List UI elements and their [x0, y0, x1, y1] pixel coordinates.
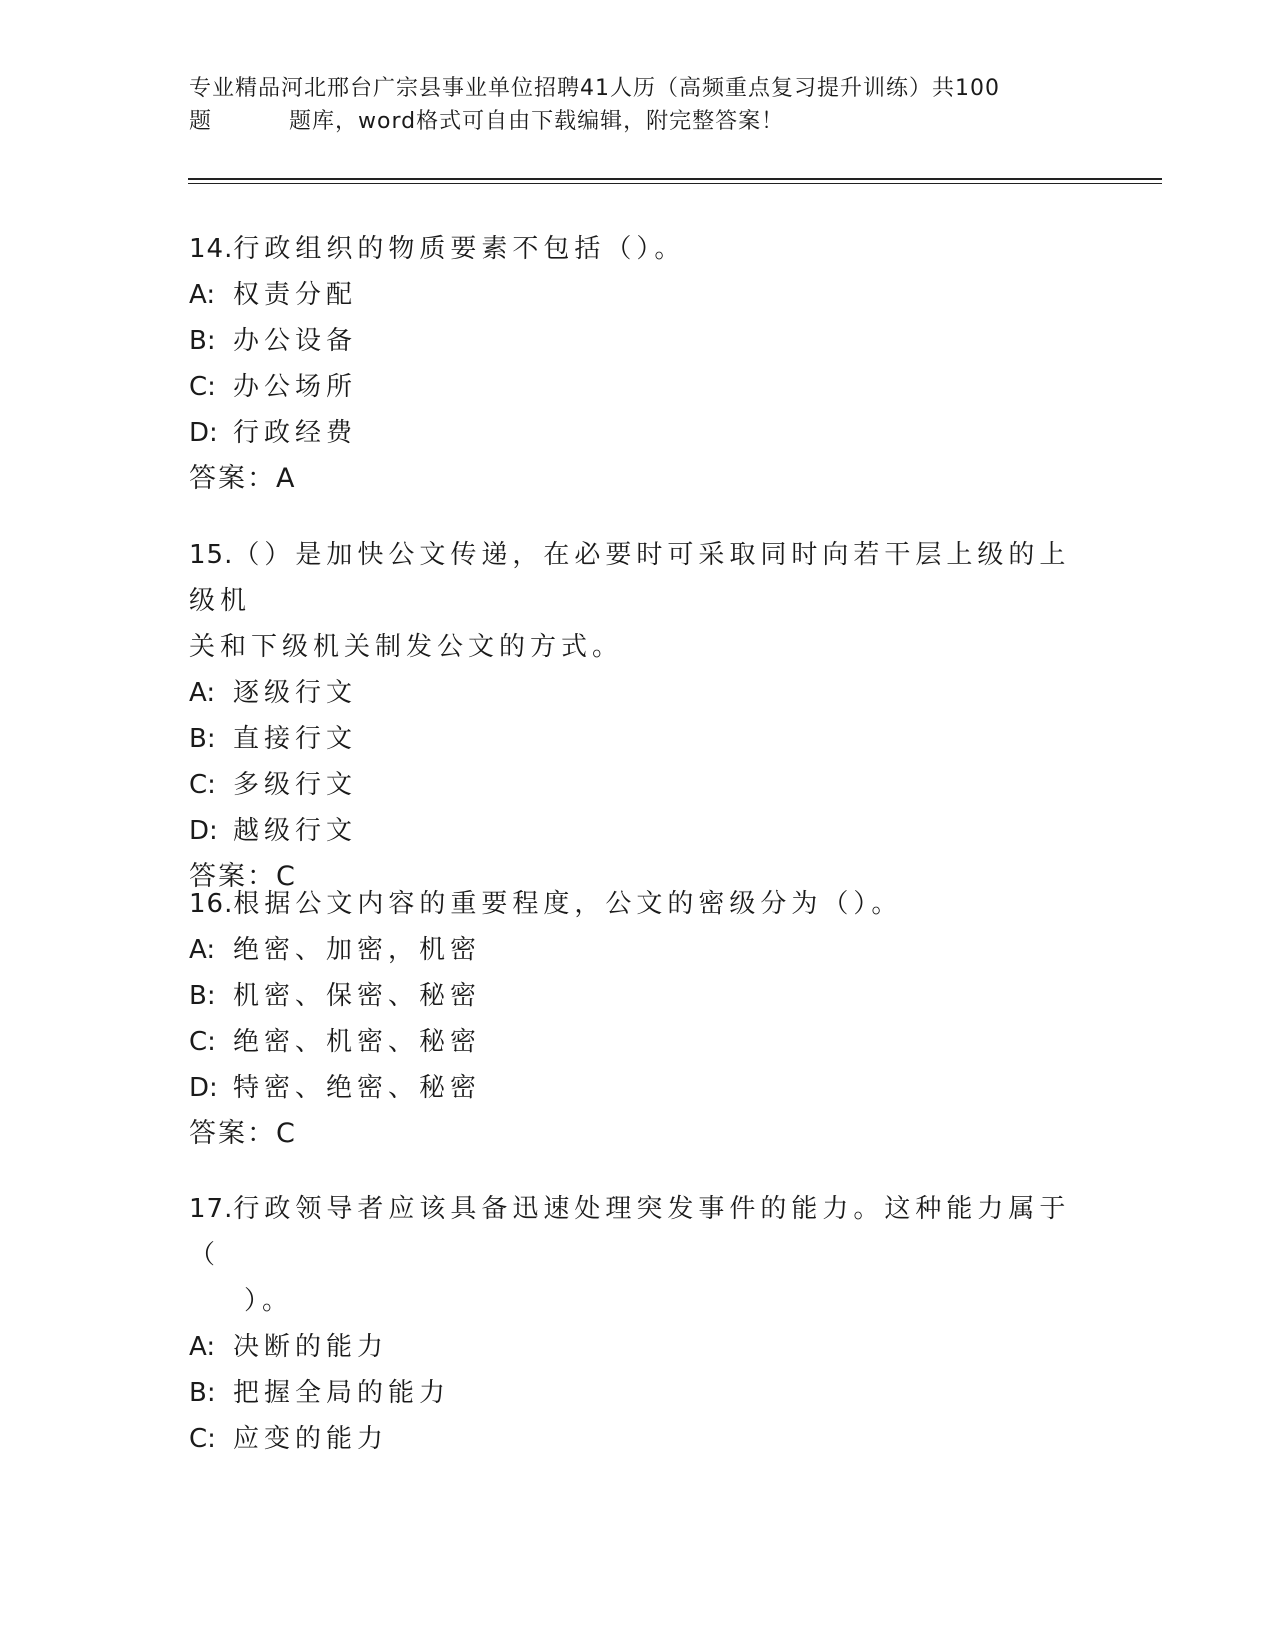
question-number: 16. [189, 889, 234, 919]
option-text: 多级行文 [233, 770, 358, 800]
option-c [189, 1416, 1089, 1462]
answer-value: A [276, 463, 296, 494]
question-text-continued: 关和下级机关制发公文的方式。 [189, 632, 624, 662]
question-text: 行政领导者应该具备迅速处理突发事件的能力。这种能力属于（ [189, 1194, 1071, 1270]
option-text: 办公场所 [233, 372, 358, 402]
option-a [189, 670, 1089, 716]
option-key: C: [189, 1424, 216, 1454]
option-text: 越级行文 [233, 816, 358, 846]
option-c [189, 364, 1089, 410]
option-key: D: [189, 816, 218, 846]
option-text: 行政经费 [233, 418, 358, 448]
option-text: 机密、保密、秘密 [233, 981, 482, 1011]
option-a [189, 1324, 1089, 1370]
option-key: A: [189, 280, 216, 310]
question-stem [189, 532, 1089, 624]
option-text: 特密、绝密、秘密 [233, 1073, 482, 1103]
header-title-line1: 专业精品河北邢台广宗县事业单位招聘41人历（高频重点复习提升训练）共100 [189, 76, 1000, 101]
option-text: 直接行文 [233, 724, 358, 754]
option-key: B: [189, 1378, 216, 1408]
option-b [189, 716, 1089, 762]
option-b [189, 973, 1089, 1019]
option-text: 绝密、加密，机密 [233, 935, 482, 965]
answer-label: 答案： [189, 463, 276, 494]
header-divider-thick [188, 178, 1162, 180]
answer-line [189, 1111, 1089, 1157]
option-key: B: [189, 326, 216, 356]
question-number: 17. [189, 1194, 234, 1224]
question-stem [189, 1186, 1089, 1278]
option-key: D: [189, 1073, 218, 1103]
answer-value: C [276, 861, 296, 892]
option-key: C: [189, 1027, 216, 1057]
answer-line [189, 456, 1089, 502]
question-text: 根据公文内容的重要程度，公文的密级分为（）。 [233, 889, 903, 919]
option-key: C: [189, 372, 216, 402]
question-text: 行政组织的物质要素不包括（）。 [233, 234, 686, 264]
option-text: 绝密、机密、秘密 [233, 1027, 482, 1057]
header-line2-text: 题库，word格式可自由下载编辑，附完整答案！ [289, 109, 785, 134]
option-text: 逐级行文 [233, 678, 358, 708]
question-number: 14. [189, 234, 234, 264]
option-d [189, 410, 1089, 456]
option-key: D: [189, 418, 218, 448]
question-number: 15. [189, 540, 234, 570]
option-a [189, 272, 1089, 318]
option-d [189, 808, 1089, 854]
question-text: （）是加快公文传递，在必要时可采取同时向若干层上级的上级机 [189, 540, 1071, 616]
header-line2-lead: 题 [189, 109, 213, 134]
question-16 [189, 881, 1089, 1157]
option-b [189, 1370, 1089, 1416]
option-key: A: [189, 935, 216, 965]
option-text: 把握全局的能力 [233, 1378, 451, 1408]
option-key: A: [189, 1332, 216, 1362]
option-text: 办公设备 [233, 326, 358, 356]
option-text: 应变的能力 [233, 1424, 389, 1454]
option-c [189, 762, 1089, 808]
question-14 [189, 226, 1089, 502]
header-divider-thin [188, 183, 1162, 184]
question-15 [189, 532, 1089, 900]
header-title-line2 [189, 105, 1089, 138]
option-d [189, 1065, 1089, 1111]
answer-label: 答案： [189, 861, 276, 892]
option-a [189, 927, 1089, 973]
option-text: 权责分配 [233, 280, 358, 310]
option-key: B: [189, 724, 216, 754]
question-text-continued: ）。 [244, 1286, 294, 1316]
answer-label: 答案： [189, 1118, 276, 1149]
option-key: C: [189, 770, 216, 800]
option-key: A: [189, 678, 216, 708]
option-c [189, 1019, 1089, 1065]
option-key: B: [189, 981, 216, 1011]
document-header [189, 72, 1089, 138]
option-text: 决断的能力 [233, 1332, 389, 1362]
question-stem [189, 226, 1089, 272]
question-17 [189, 1186, 1089, 1462]
question-stem [189, 881, 1089, 927]
option-b [189, 318, 1089, 364]
answer-value: C [276, 1118, 296, 1149]
